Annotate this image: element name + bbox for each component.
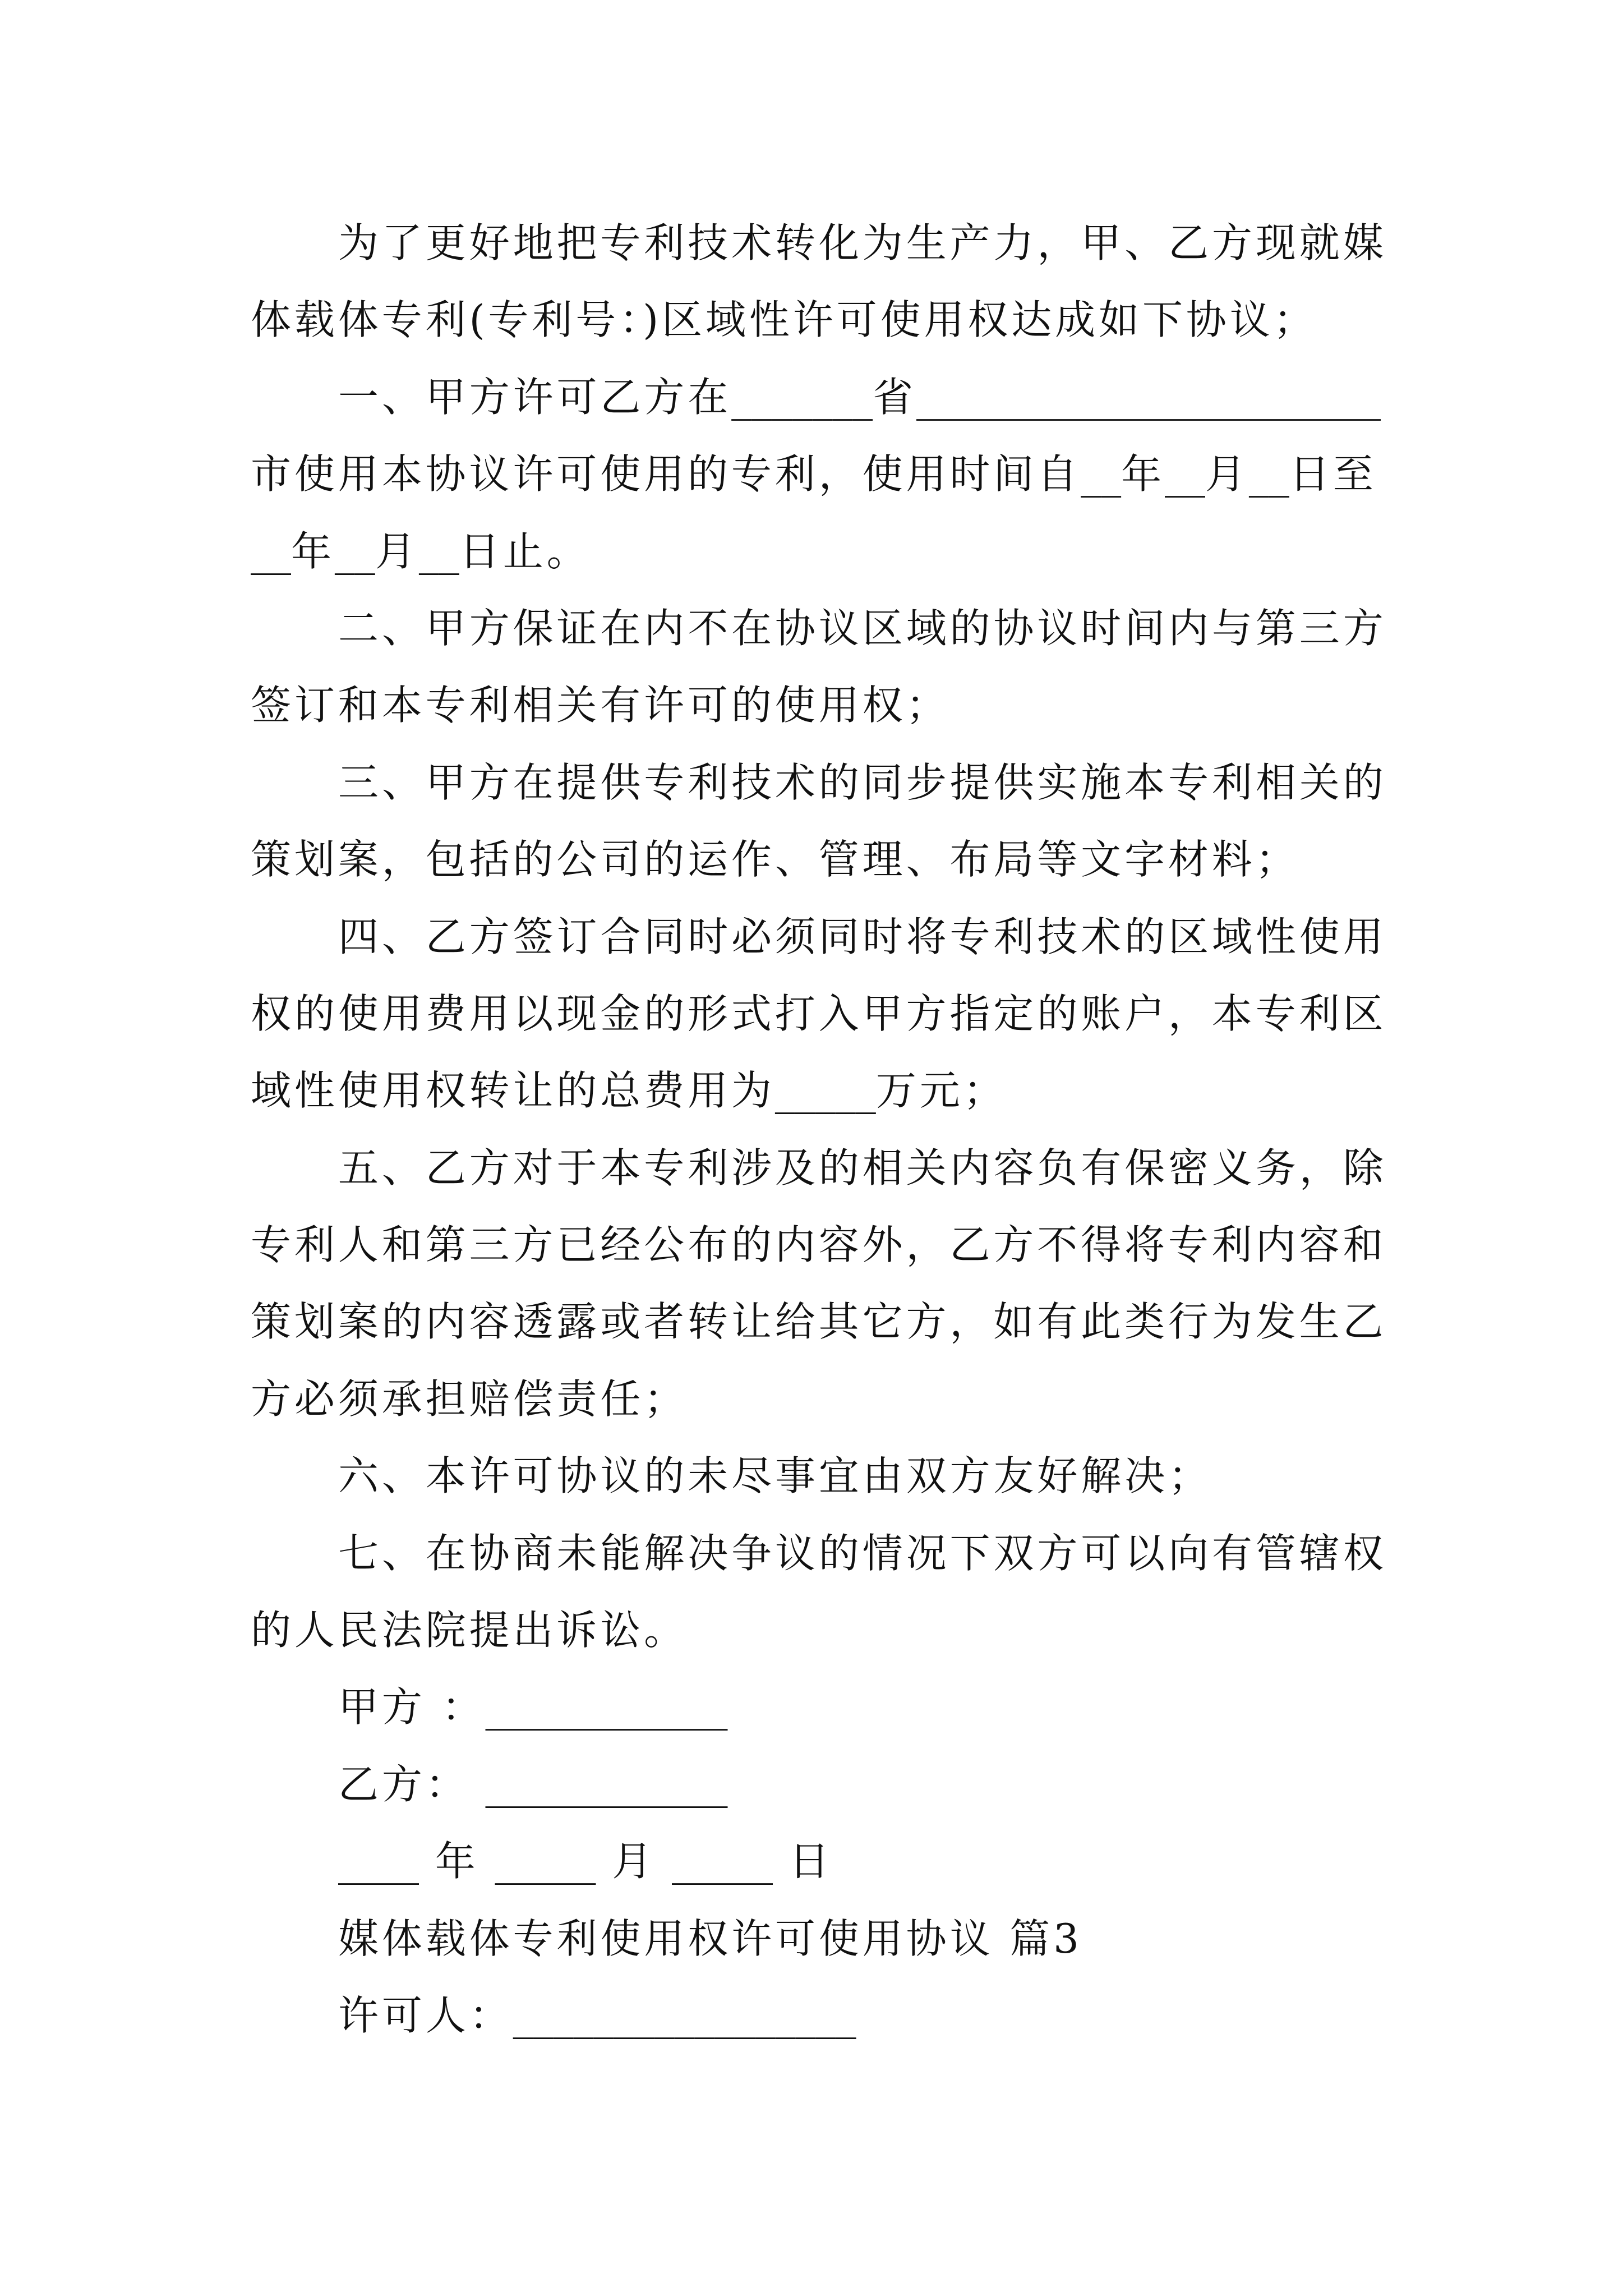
text-segment: 月 [1205, 450, 1249, 498]
paragraph [251, 899, 1428, 1130]
blank-field: __ [251, 527, 291, 575]
text-segment: 五、乙方对于本专利涉及的相关内容负有保密义务，除 [338, 1144, 1387, 1191]
text-line [251, 1746, 1428, 1823]
paragraph [251, 205, 1428, 359]
blank-field: ____________ [485, 1683, 728, 1731]
paragraph [251, 1746, 1428, 1823]
text-line [251, 1438, 1428, 1515]
text-line [251, 899, 1428, 976]
text-line [251, 1977, 1428, 2054]
blank-field: __ [334, 527, 375, 575]
text-segment: 日至 [1289, 450, 1377, 498]
blank-field: _______ [731, 373, 873, 421]
text-segment: 省 [873, 373, 917, 421]
text-segment: 二、甲方保证在内不在协议区域的协议时间内与第三方 [338, 604, 1387, 652]
text-segment: 签订和本专利相关有许可的使用权； [251, 682, 950, 729]
paragraph [251, 1977, 1428, 2054]
text-segment: 月 [596, 1838, 672, 1885]
text-segment: 年 [291, 527, 335, 575]
text-segment: 域性使用权转让的总费用为 [251, 1067, 775, 1115]
blank-field: __ [1248, 450, 1289, 498]
blank-field: _____ [495, 1838, 596, 1885]
text-line [251, 1052, 1428, 1129]
blank-field: _____ [774, 1067, 876, 1115]
text-segment: 日止。 [459, 527, 591, 575]
paragraph [251, 1901, 1428, 1977]
text-line [251, 282, 1428, 358]
text-segment: 七、在协商未能解决争议的情况下双方可以向有管辖权 [338, 1529, 1387, 1577]
text-line [251, 436, 1428, 513]
paragraph [251, 1823, 1428, 1900]
blank-field: ____ [338, 1838, 419, 1885]
text-segment: 权的使用费用以现金的形式打入甲方指定的账户，本专利区 [251, 990, 1387, 1037]
paragraph [251, 1669, 1428, 1746]
text-segment: 为了更好地把专利技术转化为生产力，甲、乙方现就媒 [338, 219, 1387, 266]
text-line [251, 1515, 1428, 1592]
paragraph [251, 744, 1428, 899]
text-segment: 四、乙方签订合同时必须同时将专利技术的区域性使用 [338, 913, 1387, 960]
text-segment: 甲方 ： [338, 1683, 486, 1731]
text-segment: 策划案的内容透露或者转让给其它方，如有此类行为发生乙 [251, 1298, 1387, 1346]
blank-field: __ [1081, 450, 1122, 498]
text-segment: 乙方： [338, 1760, 486, 1808]
paragraph [251, 359, 1428, 590]
text-line [251, 1283, 1428, 1360]
text-segment: 媒体载体专利使用权许可使用协议 篇3 [338, 1915, 1082, 1962]
text-line [251, 1901, 1428, 1977]
text-segment: 年 [1121, 450, 1165, 498]
text-segment: 市使用本协议许可使用的专利，使用时间自 [251, 450, 1081, 498]
text-segment: 策划案，包括的公司的运作、管理、布局等文字材料； [251, 836, 1299, 884]
text-line [251, 513, 1428, 590]
text-line [251, 976, 1428, 1052]
text-segment: 许可人： [338, 1991, 513, 2039]
text-line [251, 821, 1428, 898]
text-line [251, 1669, 1428, 1746]
blank-field: __ [1165, 450, 1206, 498]
blank-field: __ [418, 527, 459, 575]
text-line [251, 359, 1428, 436]
text-segment: 三、甲方在提供专利技术的同步提供实施本专利相关的 [338, 758, 1387, 806]
text-segment: 年 [419, 1838, 495, 1885]
blank-field: _____ [671, 1838, 773, 1885]
text-segment: 方必须承担赔偿责任； [251, 1375, 688, 1423]
text-segment: 日 [772, 1838, 833, 1885]
text-segment: 月 [375, 527, 419, 575]
text-segment: 六、本许可协议的未尽事宜由双方友好解决； [338, 1452, 1212, 1500]
text-segment: 体载体专利(专利号：)区域性许可使用权达成如下协议； [251, 296, 1317, 344]
blank-field: ____________ [485, 1760, 728, 1808]
text-line [251, 1130, 1428, 1207]
paragraph [251, 1438, 1428, 1515]
text-line [251, 205, 1428, 282]
text-line [251, 667, 1428, 744]
paragraph [251, 1130, 1428, 1438]
text-line [251, 590, 1428, 667]
text-line [251, 1823, 1428, 1900]
text-line [251, 1361, 1428, 1438]
blank-field: _________________ [513, 1991, 856, 2039]
text-segment: 专利人和第三方已经公布的内容外，乙方不得将专利内容和 [251, 1221, 1387, 1269]
paragraph [251, 1515, 1428, 1669]
text-line [251, 1207, 1428, 1283]
text-line [251, 1592, 1428, 1669]
text-segment: 万元； [875, 1067, 1007, 1115]
document-body [251, 205, 1428, 2054]
text-segment: 的人民法院提出诉讼。 [251, 1607, 688, 1654]
paragraph [251, 590, 1428, 744]
text-segment: 一、甲方许可乙方在 [338, 373, 732, 421]
blank-field: _______________________ [916, 373, 1381, 421]
text-line [251, 744, 1428, 821]
